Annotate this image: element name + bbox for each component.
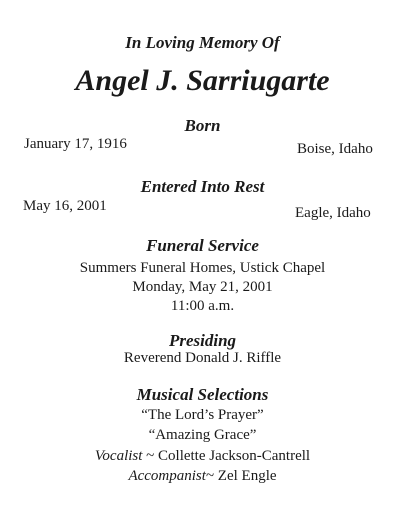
vocalist-line: [0, 448, 405, 465]
birth-place: Boise, Idaho: [297, 141, 373, 157]
accompanist-role: Accompanist: [128, 468, 206, 484]
presiding-officiant: Reverend Donald J. Riffle: [123, 350, 282, 366]
vocalist-name: ~ Collette Jackson-Cantrell: [146, 448, 311, 464]
born-heading: Born: [184, 116, 221, 135]
birth-date: January 17, 1916: [24, 136, 127, 152]
deceased-name: Angel J. Sarriugarte: [75, 64, 330, 97]
funeral-heading: Funeral Service: [146, 236, 259, 255]
rest-heading: Entered Into Rest: [140, 177, 265, 196]
memory-heading: In Loving Memory Of: [125, 33, 280, 52]
death-date: May 16, 2001: [23, 198, 107, 214]
funeral-location: Summers Funeral Homes, Ustick Chapel: [79, 260, 326, 276]
accompanist-name: ~ Zel Engle: [205, 468, 277, 484]
funeral-time: 11:00 a.m.: [170, 298, 235, 314]
music-heading: Musical Selections: [136, 385, 269, 404]
accompanist-line: [0, 468, 405, 485]
funeral-date: Monday, May 21, 2001: [132, 279, 273, 295]
vocalist-role: Vocalist: [94, 448, 143, 464]
song-title: “The Lord’s Prayer”: [141, 407, 264, 423]
presiding-heading: Presiding: [168, 331, 237, 350]
song-title: “Amazing Grace”: [148, 427, 257, 443]
death-place: Eagle, Idaho: [295, 205, 371, 221]
